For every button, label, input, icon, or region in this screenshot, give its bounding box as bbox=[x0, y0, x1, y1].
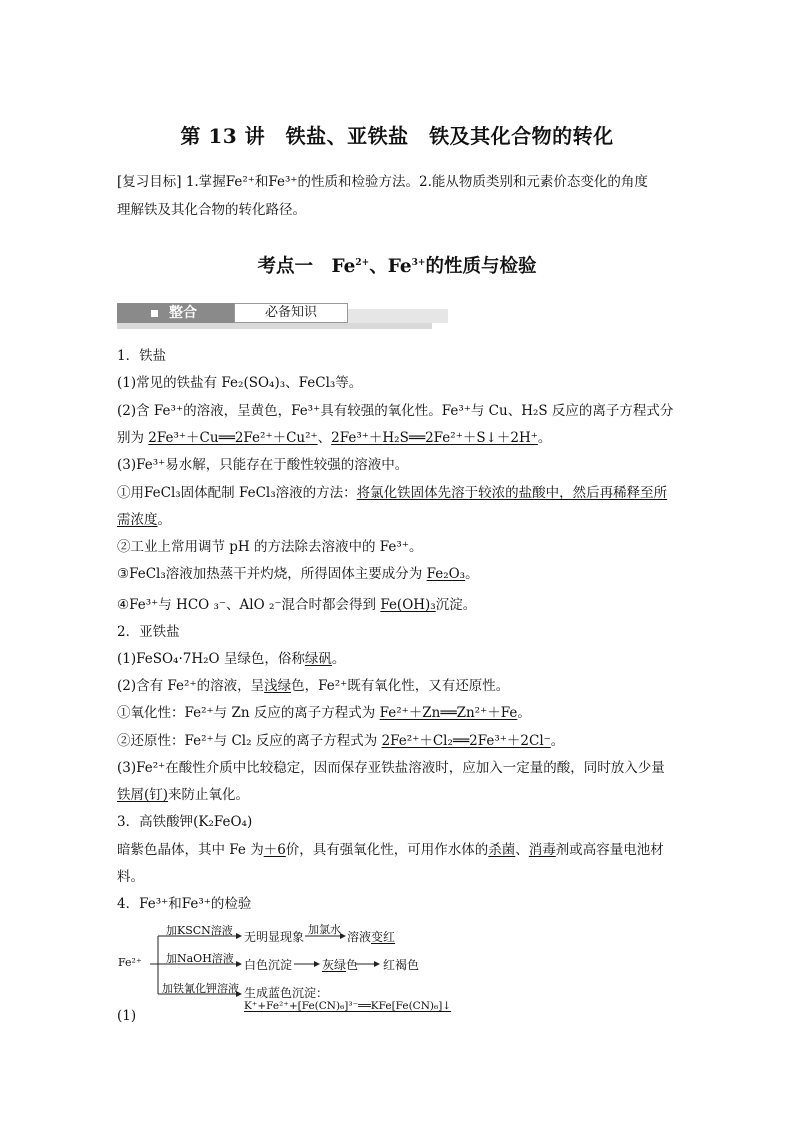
ferrous-line-3: ①氧化性：Fe²⁺与 Zn 反应的离子方程式为 Fe²⁺＋Zn══Zn²⁺＋Fe。 bbox=[117, 705, 531, 721]
answer-feoh3: Fe(OH)₃ bbox=[380, 597, 436, 613]
diagram-result-grey-green: 灰绿色 bbox=[322, 958, 359, 972]
answer-preparation: 将氯化铁固体先溶于较浓的盐酸中，然后再稀释至所 bbox=[356, 485, 668, 501]
banner-knowledge-tab: 必备知识 bbox=[234, 303, 348, 323]
diagram-reagent-chlorine: 加氯水 bbox=[308, 923, 341, 936]
diagram-result-red-brown: 红褐色 bbox=[383, 958, 420, 972]
answer-light-green: 浅绿 bbox=[264, 678, 292, 694]
ferrous-line-4: ②还原性：Fe²⁺与 Cl₂ 反应的离子方程式为 2Fe²⁺＋Cl₂══2Fe³⁺＋2Cl⁻。 bbox=[117, 733, 565, 749]
ferrous-line-2: (2)含有 Fe²⁺的溶液，呈浅绿色，Fe²⁺既有氧化性，又有还原性。 bbox=[117, 678, 510, 694]
iron-salt-line-5: ②工业上常用调节 pH 的方法除去溶液中的 Fe³⁺。 bbox=[117, 539, 423, 555]
diagram-reagent-naoh: 加NaOH溶液 bbox=[166, 952, 234, 965]
objectives-line-1 bbox=[117, 172, 648, 192]
diagram-reagent-ferricyanide: 加铁氰化钾溶液 bbox=[162, 982, 239, 995]
diagram-result-white: 白色沉淀 bbox=[244, 958, 293, 972]
diagram-reagent-kscn: 加KSCN溶液 bbox=[166, 924, 233, 937]
objectives-text-1: 1.掌握Fe²⁺和Fe³⁺的性质和检验方法。2.能从物质类别和元素价态变化的角度 bbox=[185, 174, 648, 190]
iron-salt-line-7: ④Fe³⁺与 HCO ₃⁻、AlO ₂⁻混合时都会得到 Fe(OH)₃沉淀。 bbox=[117, 597, 477, 613]
diagram-result-no-change: 无明显现象 bbox=[244, 930, 305, 944]
answer-eq-cu: 2Fe³⁺＋Cu══2Fe²⁺＋Cu²⁺ bbox=[148, 430, 318, 446]
answer-valence: ＋6 bbox=[263, 842, 286, 858]
iron-salt-line-3: (3)Fe³⁺易水解，只能存在于酸性较强的溶液中。 bbox=[117, 457, 409, 473]
banner-tail bbox=[348, 309, 448, 323]
ferrous-line-5: (3)Fe²⁺在酸性介质中比较稳定，因而保存亚铁盐溶液时，应加入一定量的酸，同时放入少量 bbox=[117, 760, 665, 776]
diagram-source-fe2: Fe²⁺ bbox=[118, 956, 142, 969]
heading-ferrous-salt: 2．亚铁盐 bbox=[117, 624, 180, 640]
iron-salt-line-2b: 别为 2Fe³⁺＋Cu══2Fe²⁺＋Cu²⁺、2Fe³⁺＋H₂S══2Fe²⁺＋S↓＋2H⁺。 bbox=[117, 430, 552, 446]
objectives-label: [复习目标] bbox=[117, 174, 182, 190]
fe2-test-diagram bbox=[118, 918, 458, 1018]
square-icon bbox=[151, 310, 158, 317]
heading-ion-test: 4．Fe³⁺和Fe³⁺的检验 bbox=[117, 896, 252, 912]
item-label-1: (1) bbox=[117, 1008, 137, 1024]
objectives-line-2: 理解铁及其化合物的转化路径。 bbox=[117, 202, 306, 218]
iron-salt-line-2a: (2)含 Fe³⁺的溶液，呈黄色，Fe³⁺具有较强的氧化性。Fe³⁺与 Cu、H₂S 反应的离子方程式分 bbox=[117, 403, 674, 419]
heading-potassium-ferrate: 3．高铁酸钾(K₂FeO₄) bbox=[117, 814, 253, 830]
diagram-equation-ferricyanide: K⁺+Fe²⁺+[Fe(CN)₆]³⁻══KFe[Fe(CN)₆]↓ bbox=[244, 1000, 452, 1012]
banner-underbar bbox=[117, 323, 432, 329]
answer-eq-cl2: 2Fe²⁺＋Cl₂══2Fe³⁺＋2Cl⁻ bbox=[381, 733, 551, 749]
answer-sterilize: 杀菌 bbox=[488, 842, 516, 858]
answer-iron-filings: 铁屑(钉) bbox=[117, 787, 169, 803]
answer-green-vitriol: 绿矾 bbox=[304, 651, 332, 667]
iron-salt-line-4a: ①用FeCl₃固体配制 FeCl₃溶液的方法：将氯化铁固体先溶于较浓的盐酸中，然后再稀释至所 bbox=[117, 485, 668, 501]
ferrate-line-2: 料。 bbox=[117, 869, 144, 885]
iron-salt-line-6: ③FeCl₃溶液加热蒸干并灼烧，所得固体主要成分为 Fe₂O₃。 bbox=[117, 566, 479, 582]
ferrate-line-1: 暗紫色晶体，其中 Fe 为＋6价，具有强氧化性，可用作水体的杀菌、消毒剂或高容量电池材 bbox=[117, 842, 664, 858]
ferrous-line-6: 铁屑(钉)来防止氧化。 bbox=[117, 787, 250, 803]
answer-eq-h2s: 2Fe³⁺＋H₂S══2Fe²⁺＋S↓＋2H⁺ bbox=[331, 430, 538, 446]
diagram-result-blue: 生成蓝色沉淀： bbox=[244, 986, 329, 1000]
answer-eq-zn: Fe²⁺＋Zn══Zn²⁺＋Fe bbox=[379, 705, 518, 721]
banner-integrate-tab: 整合 bbox=[117, 303, 234, 323]
answer-disinfect: 消毒 bbox=[528, 842, 556, 858]
page-title: 第 13 讲 铁盐、亚铁盐 铁及其化合物的转化 bbox=[180, 124, 614, 148]
heading-iron-salt: 1．铁盐 bbox=[117, 348, 167, 364]
answer-fe2o3: Fe₂O₃ bbox=[426, 566, 466, 582]
diagram-result-red: 溶液变红 bbox=[347, 930, 396, 944]
iron-salt-line-4b: 需浓度。 bbox=[117, 512, 171, 528]
section-banner bbox=[117, 303, 432, 329]
ferrous-line-1: (1)FeSO₄·7H₂O 呈绿色，俗称绿矾。 bbox=[117, 651, 346, 667]
section-title: 考点一 $Fe^{2+}$、$Fe^{3+}$的性质与检验 bbox=[257, 256, 537, 277]
iron-salt-line-1: (1)常见的铁盐有 Fe₂(SO₄)₃、FeCl₃等。 bbox=[117, 375, 363, 391]
